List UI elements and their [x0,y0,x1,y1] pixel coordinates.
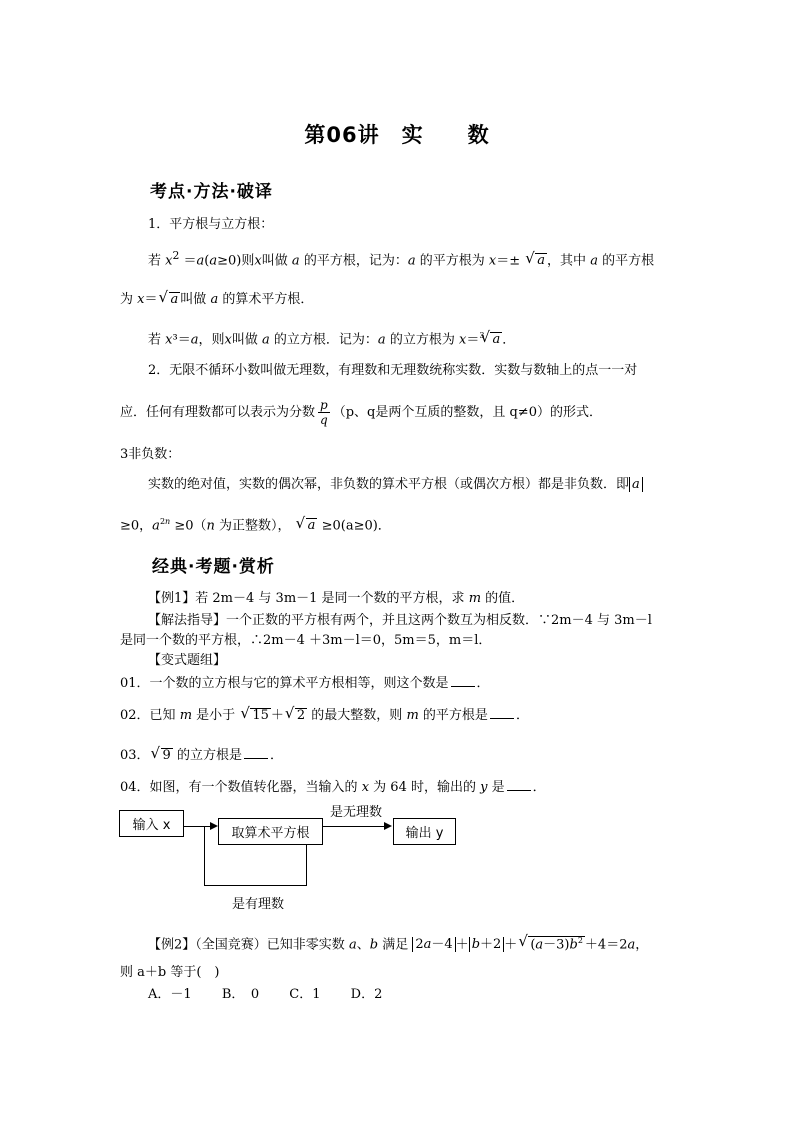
page-title: 第06讲 实 数 [304,123,490,147]
sqrt-a-symbol: √ a [526,253,547,268]
arrow-icon [384,822,392,830]
option-c: C．1 [289,987,321,1002]
variant-heading: 【变式题组】 [148,653,227,668]
output-y-box: 输出 y [393,818,456,845]
loop-line-left [204,826,205,886]
section-heading-examples: 经典·考题·赏析 [152,557,275,577]
point1-heading: 1．平方根与立方根： [148,217,274,232]
point2-line1: 2．无限不循环小数叫做无理数，有理数和无理数统称实数．实数与数轴上的点一一对 [148,363,638,378]
answer-blank [451,676,475,687]
loop-line-right [306,845,307,886]
point3-line1: 实数的绝对值，实数的偶次幂，非负数的算术平方根（或偶次方根）都是非负数．即 a [148,478,643,492]
sqrt-2-symbol: √ 2 [286,708,307,723]
sqrt-15-symbol: √ 15 [241,708,271,723]
loop-line-bottom [204,885,307,886]
option-d: D．2 [350,987,383,1002]
answer-options [148,988,408,1002]
solution-hint-line2: 是同一个数的平方根，∴2m－4 ＋3m－l＝0，5m＝5，m＝l． [120,633,492,648]
input-x-box: 输入 x [119,810,184,837]
sqrt-9-symbol: √ 9 [152,748,173,763]
section-heading-methods: 考点·方法·破译 [150,182,273,202]
example1: 【例1】若 2m－4 与 3m－1 是同一个数的平方根，求 m 的值． [148,591,525,606]
connector-line [184,826,211,827]
question-02: 02．已知 m 是小于 √ 15 ＋√ 2 的最大整数，则 m 的平方根是 ． [120,708,529,723]
solution-hint-line1: 【解法指导】一个正数的平方根有两个，并且这两个数互为相反数．∵2m－4 与 3m－l [148,613,652,628]
point1-line3: 若 x³＝a，则x叫做 a 的立方根．记为：a 的立方根为 x＝$^3$√ a ． [148,332,515,348]
option-b: B． 0 [221,987,260,1002]
answer-blank [507,780,531,791]
answer-blank [490,708,514,719]
sqrt-a-symbol: √ a [297,518,318,533]
sqrt-process-box: 取算术平方根 [218,818,323,845]
example2-line2: 则 a＋b 等于( ) [120,965,220,980]
example2-line1: 【例2】（全国竞赛）已知非零实数 a、b 满足 2a－4 ＋ b＋2 ＋√ $(a-3)b^2 +4=2a$， [148,936,648,953]
rational-label: 是有理数 [232,897,285,912]
point1-line2: 为 x＝√ a 叫做 a 的算术平方根． [120,292,313,307]
question-03: 03．√ 9 的立方根是 ． [120,748,283,763]
point2-line2: 应．任何有理数都可以表示为分数 $\frac{p}{q}$ （p、q是两个互质的整数，且 q≠0）的形式． [120,398,602,427]
point3-line2: ≥0，$a^{2n} \ge 0(n$ 为正整数）， √ a ≥0(a≥0)． [120,518,391,534]
point3-heading: 3非负数： [120,447,181,462]
irrational-label: 是无理数 [330,805,383,820]
point1-line1: 若 $x^2 =a(a\ge 0)$则x叫做 a 的平方根，记为：a 的平方根为 x＝± √ a ，其中 a 的平方根 [148,250,654,269]
fraction-p-over-q: $\frac{p}{q}$ [320,398,328,427]
connector-line [323,826,385,827]
question-04: 04．如图，有一个数值转化器，当输入的 x 为 64 时，输出的 y 是 ． [120,780,546,795]
answer-blank [244,748,268,759]
arrow-icon [210,822,218,830]
question-01: 01．一个数的立方根与它的算术平方根相等，则这个数是 ． [120,676,490,691]
sqrt-a-symbol: √ a [160,292,181,307]
sqrt-expression-symbol: √ $(a-3)b^2$ [519,936,585,953]
option-a: A．－1 [148,987,192,1002]
cbrt-a-symbol: √ a [481,332,502,347]
